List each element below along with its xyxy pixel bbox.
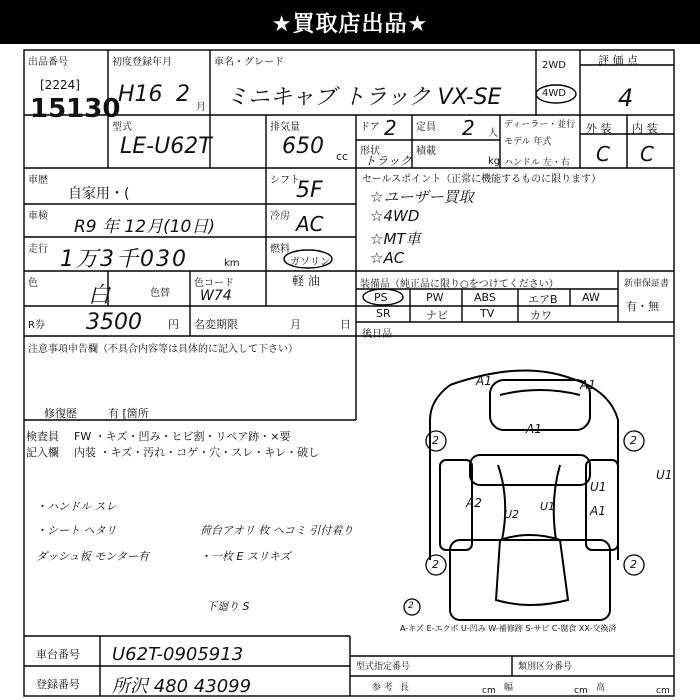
person-unit: 人 xyxy=(488,128,498,139)
name-change-label: 名変期限 xyxy=(194,318,238,331)
cm-unit: cm xyxy=(656,686,670,696)
equip-ps: PS xyxy=(374,291,388,304)
kg-unit: kg xyxy=(488,156,501,167)
inspector-row-1: FW ・キズ・凹み・ヒビ割・リペア跡・×要 xyxy=(74,430,291,443)
lot-number: 15130 xyxy=(30,94,121,124)
shape: トラック xyxy=(364,154,412,168)
width-label: 幅 xyxy=(504,683,514,693)
class-label: 類別区分番号 xyxy=(518,662,573,672)
model-year-label: モデル 年式 xyxy=(504,137,552,147)
doors-label: ドア xyxy=(360,122,380,133)
note-line: ・ハンドル スレ xyxy=(36,500,117,513)
first-reg-month: 2 xyxy=(176,82,190,107)
cm-unit: cm xyxy=(574,686,588,696)
color: 白 xyxy=(88,283,111,308)
load-label: 積載 xyxy=(416,146,436,157)
ref-label: 参 考 xyxy=(372,683,393,693)
interior-grade: C xyxy=(640,142,654,166)
damage-mark: 2 xyxy=(408,601,414,611)
inspector-label-1: 検査員 xyxy=(26,430,59,443)
damage-mark: 2 xyxy=(630,558,637,571)
cc-unit: cc xyxy=(336,150,349,163)
recycle: 3500 xyxy=(86,310,142,335)
exterior-grade: C xyxy=(596,142,610,166)
inspector-row-2: 内装 ・キズ・汚れ・コゲ・穴・スレ・キレ・破し xyxy=(74,446,320,459)
warranty-value: 有・無 xyxy=(626,300,659,313)
equip-abs: ABS xyxy=(474,291,496,304)
damage-mark: A1 xyxy=(580,378,596,392)
damage-mark: U1 xyxy=(656,468,673,482)
banner-title: ★買取店出品★ xyxy=(0,0,700,44)
damage-mark: 2 xyxy=(432,434,439,447)
registration-label: 登録番号 xyxy=(36,678,80,691)
first-reg-label: 初度登録年月 xyxy=(112,57,172,68)
equip-aw: AW xyxy=(582,291,600,304)
lot-sub: [2224] xyxy=(40,78,80,92)
rear-seat-label: 後日品 xyxy=(362,329,392,340)
damage-mark: A1 xyxy=(590,504,606,518)
day-unit: 日 xyxy=(340,318,351,331)
damage-mark: U1 xyxy=(540,500,556,513)
interior-label: 内 装 xyxy=(632,122,658,135)
sales-point: ☆MT車 xyxy=(370,230,421,248)
inspection: R9 年 12月(10日) xyxy=(74,217,215,237)
sales-point: ☆AC xyxy=(370,249,405,267)
equipment-title: 装備品（純正品に限り○をつけてください） xyxy=(360,279,559,290)
equip-sr: SR xyxy=(376,307,391,320)
displacement: 650 xyxy=(282,134,324,159)
capacity: 2 xyxy=(462,116,475,140)
chassis-label: 車台番号 xyxy=(36,648,80,661)
sales-point: ☆4WD xyxy=(370,207,420,225)
first-reg-year: H16 xyxy=(118,82,163,107)
model-name: ミニキャブ トラック VX-SE xyxy=(226,85,502,110)
truck-diagram xyxy=(430,370,618,620)
note-line: 荷台アオリ 枚 ヘコミ 引付着り xyxy=(200,524,354,537)
model-name-label: 車名・グレード xyxy=(214,57,284,68)
inspection-label: 車検 xyxy=(28,211,48,222)
ac: AC xyxy=(296,212,324,236)
month-unit: 月 xyxy=(196,102,206,113)
damage-mark: A2 xyxy=(466,496,482,510)
equip-navi: ナビ xyxy=(426,309,448,322)
equip-airbag: エアB xyxy=(528,293,558,306)
color-change-label: 色替 xyxy=(150,288,170,299)
model-spec-label: 型式指定番号 xyxy=(356,662,411,672)
drive-4wd: 4WD xyxy=(542,88,566,99)
exterior-label: 外 装 xyxy=(586,122,612,135)
fuel-gas: ガソリン xyxy=(290,257,330,268)
recycle-label: R券 xyxy=(28,320,45,331)
notes-title: 注意事項申告欄（不具合内容等は具体的に記入して下さい） xyxy=(28,344,298,355)
damage-legend: A-キズ E-エクボ U-凹み W-補修跡 S-サビ C-腐食 XX-交換済 xyxy=(400,624,617,633)
inspector-label-2: 記入欄 xyxy=(26,446,59,459)
usage-label: 車歴 xyxy=(28,175,48,186)
ac-label: 冷房 xyxy=(270,211,290,222)
type-value: LE-U62T xyxy=(120,134,212,159)
sales-point: ☆ユーザー買取 xyxy=(370,188,474,206)
equip-leather: カワ xyxy=(530,309,552,322)
lot-label: 出品番号 xyxy=(28,57,68,68)
length-label: 長 xyxy=(400,683,410,693)
note-line: 下廻り S xyxy=(206,600,250,613)
equip-pw: PW xyxy=(426,291,444,304)
score: 4 xyxy=(618,84,634,112)
equip-tv: TV xyxy=(480,307,495,320)
month-unit-2: 月 xyxy=(290,318,301,331)
damage-mark: A1 xyxy=(526,422,542,436)
shift: 5F xyxy=(296,178,323,203)
doors: 2 xyxy=(384,116,397,140)
dealer-label: ディーラー・並行 xyxy=(504,120,576,130)
cm-unit: cm xyxy=(482,686,496,696)
chassis-number: U62T-0905913 xyxy=(112,644,244,665)
yen-unit: 円 xyxy=(168,318,179,331)
shift-label: シフト xyxy=(270,175,300,186)
shape-label: 形状 xyxy=(360,146,380,157)
type-label: 型式 xyxy=(112,122,132,133)
warranty-label: 新車保証書 xyxy=(624,279,670,289)
mileage-label: 走行 xyxy=(28,244,48,255)
km-unit: km xyxy=(224,258,240,269)
note-line: ・一枚 E スリキズ xyxy=(200,550,291,563)
damage-mark: 2 xyxy=(432,558,439,571)
score-label: 評 価 点 xyxy=(598,54,638,67)
handle-label: ハンドル 左・右 xyxy=(504,158,570,168)
fuel-light-oil: 軽 油 xyxy=(292,274,320,288)
color-code-label: 色コード xyxy=(194,278,234,289)
note-line: ・シート ヘタリ xyxy=(36,524,117,537)
registration-number: 所沢 480 43099 xyxy=(112,676,252,697)
height-label: 高 xyxy=(596,683,606,693)
note-line: ダッシュ板 モンター有 xyxy=(36,550,149,563)
fuel-label: 燃料 xyxy=(270,244,290,255)
damage-mark: U1 xyxy=(590,480,607,494)
damage-mark: U2 xyxy=(504,508,520,521)
displacement-label: 排気量 xyxy=(270,122,300,133)
drive-2wd: 2WD xyxy=(542,60,566,71)
usage: 自家用・( xyxy=(68,186,130,202)
repair-label: 修復歴 xyxy=(44,407,77,420)
damage-mark: A1 xyxy=(476,374,492,388)
mileage: 1万3千030 xyxy=(60,247,188,272)
sales-title: セールスポイント（正常に機能するものに限ります） xyxy=(362,174,602,185)
color-code: W74 xyxy=(200,288,232,304)
damage-mark: 2 xyxy=(630,434,637,447)
color-label: 色 xyxy=(28,278,38,289)
repair-value: 有 [箇所 xyxy=(108,407,149,420)
capacity-label: 定員 xyxy=(416,122,436,133)
